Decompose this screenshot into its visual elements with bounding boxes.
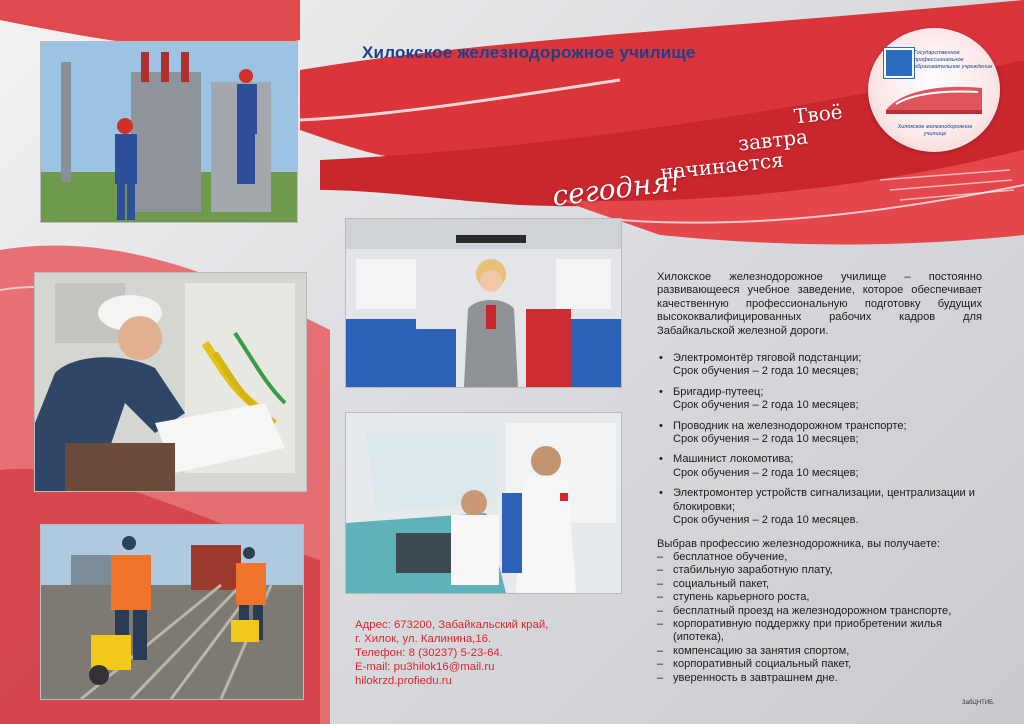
program-title: • Бригадир-путеец; [673,385,764,398]
program-duration: Срок обучения – 2 года 10 месяцев. [673,514,859,527]
benefit-item: – стабильную заработную плату, [657,564,982,577]
train-icon [882,80,986,120]
benefit-item: – корпоративную поддержку при приобретении жилья (ипотека), [657,618,982,645]
contact-address-line-2: г. Хилок, ул. Калинина,16. [355,633,492,645]
photo-substation-workers [40,41,298,223]
program-item [657,487,982,527]
slogan-line-1: Твоё [792,99,844,129]
program-title: • Электромонтер устройств сигнализации, централизации и блокировки; [673,487,975,513]
emblem-icon [884,48,914,78]
benefit-item: – корпоративный социальный пакет, [657,658,982,671]
programs-list [657,352,982,527]
program-title: • Электромонтёр тяговой подстанции; [673,352,862,365]
slogan [548,92,858,212]
contact-address-line-1: Адрес: 673200, Забайкальский край, [355,619,549,631]
info-block [657,271,982,685]
benefits-list [657,551,982,685]
contact-website: hilokrzd.profiedu.ru [355,675,452,687]
footnote: ЗабЦНТИБ. [962,700,995,706]
benefit-item: – ступень карьерного роста, [657,591,982,604]
benefit-item: – уверенность в завтрашнем дне. [657,672,982,685]
photo-track-workers [40,524,304,700]
benefit-item: – компенсацию за занятия спортом, [657,645,982,658]
program-duration: Срок обучения – 2 года 10 месяцев; [673,399,859,412]
benefit-item: – социальный пакет, [657,578,982,591]
page-title: Хилокское железнодорожное училище [362,43,696,62]
program-duration: Срок обучения – 2 года 10 месяцев; [673,466,859,479]
slogan-line-4: сегодня! [550,164,683,213]
program-item [657,386,982,413]
intro-text: Хилокское железнодорожное училище – постоянно развивающееся учебное заведение, которое обеспечивает качественную профессиональную подготовку будущих высококвалифицированных рабочих кадров для Забайкальской железной дороги. [657,271,982,337]
slogan-line-2: завтра [736,124,809,156]
photo-train-attendant [345,218,622,388]
photo-locomotive-cab [345,412,622,594]
school-logo [868,28,1000,152]
contact-phone: Телефон: 8 (30237) 5-23-64. [355,647,503,659]
benefits-title: Выбрав профессию железнодорожника, вы получаете: [657,537,941,550]
logo-school-name: Хилокское железнодорожное училище [897,124,973,137]
contact-email: E-mail: pu3hilok16@mail.ru [355,661,495,673]
logo-org-text: Государственное профессиональное образовательное учреждение [914,50,993,70]
benefit-item: – бесплатное обучение, [657,551,982,564]
program-duration: Срок обучения – 2 года 10 месяцев; [673,433,859,446]
program-item [657,352,982,379]
photo-electrician-panel [34,272,307,492]
program-duration: Срок обучения – 2 года 10 месяцев; [673,365,859,378]
program-title: • Машинист локомотива; [673,453,794,466]
program-title: • Проводник на железнодорожном транспорте; [673,419,907,432]
slogan-line-3: начинается [659,147,785,185]
benefit-item: – бесплатный проезд на железнодорожном транспорте, [657,605,982,618]
program-item [657,453,982,480]
program-item [657,420,982,447]
contacts [355,618,548,688]
